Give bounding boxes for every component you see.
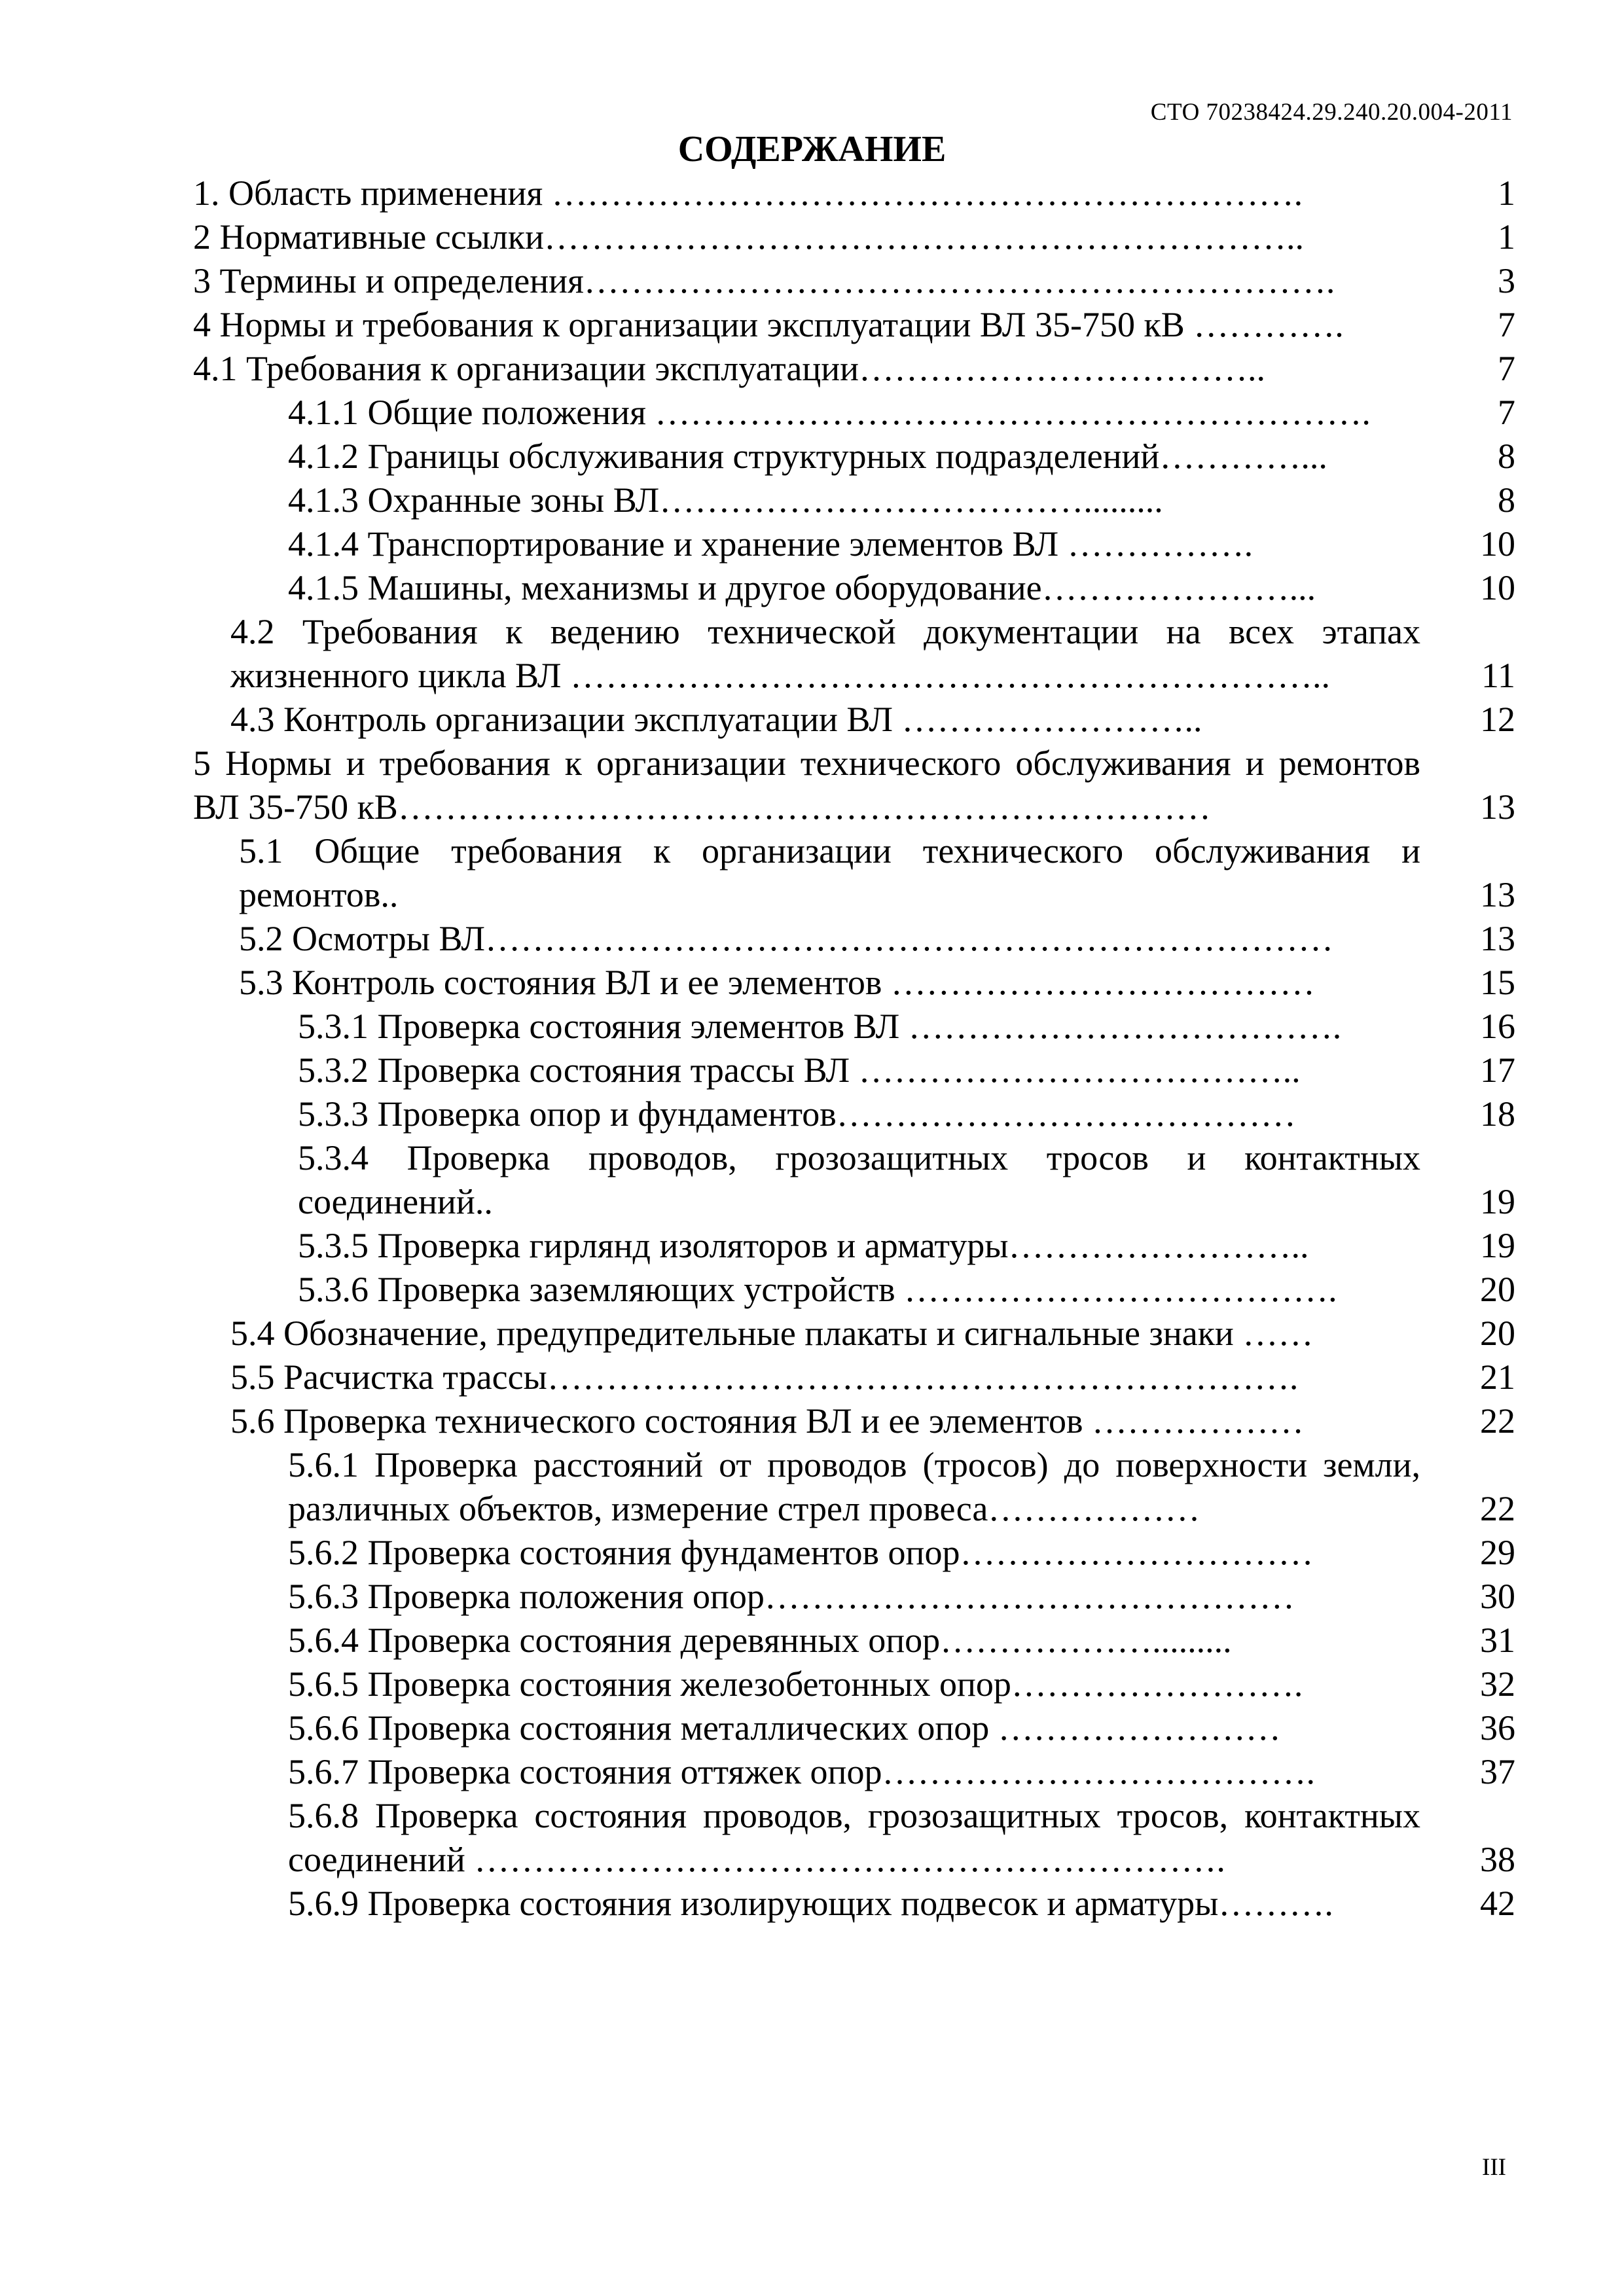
toc-entry-page: 17 bbox=[1480, 1050, 1515, 1090]
toc-entry[interactable] bbox=[0, 1706, 1624, 1750]
toc-entry[interactable] bbox=[0, 391, 1624, 435]
toc-entry-page: 13 bbox=[1480, 787, 1515, 827]
toc-entry[interactable] bbox=[0, 698, 1624, 742]
toc-entry-title: 5 Нормы и требования к организации технического обслуживания и ремонтов ВЛ 35-750 кВ…………………………………………………………… bbox=[193, 744, 1420, 827]
toc-entry-page: 8 bbox=[1498, 437, 1515, 476]
document-code: СТО 70238424.29.240.20.004-2011 bbox=[1150, 99, 1513, 126]
toc-entry[interactable] bbox=[0, 1794, 1624, 1882]
toc-entry[interactable] bbox=[0, 1049, 1624, 1092]
toc-entry[interactable] bbox=[0, 1136, 1624, 1224]
toc-entry-page: 36 bbox=[1480, 1708, 1515, 1748]
toc-entry-title: 5.6.9 Проверка состояния изолирующих подвесок и арматуры………. bbox=[288, 1884, 1333, 1923]
toc-entry[interactable] bbox=[0, 303, 1624, 347]
toc-entry[interactable] bbox=[0, 1443, 1624, 1531]
toc-entry-page: 1 bbox=[1498, 217, 1515, 257]
toc-entry[interactable] bbox=[0, 1399, 1624, 1443]
toc-entry-page: 21 bbox=[1480, 1357, 1515, 1397]
toc-entry-page: 11 bbox=[1481, 656, 1515, 695]
toc-entry-title: 2 Нормативные ссылки……………………………………………………….. bbox=[193, 217, 1304, 257]
toc-entry-title: 4.1.2 Границы обслуживания структурных подразделений…………... bbox=[288, 437, 1327, 476]
toc-entry-title: 5.6.2 Проверка состояния фундаментов опор………………………… bbox=[288, 1533, 1314, 1572]
toc-entry[interactable] bbox=[0, 1312, 1624, 1355]
toc-entry[interactable] bbox=[0, 961, 1624, 1005]
toc-entry-page: 10 bbox=[1480, 568, 1515, 607]
toc-entry-title: 1. Область применения ………………………………………………………. bbox=[193, 173, 1303, 213]
toc-entry[interactable] bbox=[0, 1750, 1624, 1794]
toc-entry[interactable] bbox=[0, 610, 1624, 698]
toc-entry[interactable] bbox=[0, 566, 1624, 610]
toc-entry-title: 5.1 Общие требования к организации технического обслуживания и ремонтов.. bbox=[239, 831, 1420, 914]
toc-entry[interactable] bbox=[0, 1268, 1624, 1312]
toc-entry-title: 4.1.4 Транспортирование и хранение элементов ВЛ ……………. bbox=[288, 524, 1254, 564]
toc-entry-title: 5.3.5 Проверка гирлянд изоляторов и арматуры…………………….. bbox=[298, 1226, 1309, 1265]
table-of-contents bbox=[0, 171, 1624, 1926]
toc-entry-title: 5.2 Осмотры ВЛ……………………………………………………………… bbox=[239, 919, 1334, 958]
toc-entry-title: 4.3 Контроль организации эксплуатации ВЛ …………………….. bbox=[230, 700, 1202, 739]
toc-entry-title: 3 Термины и определения………………………………………………………. bbox=[193, 261, 1335, 300]
toc-entry[interactable] bbox=[0, 347, 1624, 391]
toc-entry[interactable] bbox=[0, 215, 1624, 259]
toc-entry-title: 5.6.5 Проверка состояния железобетонных опор……………………. bbox=[288, 1664, 1303, 1704]
toc-entry-page: 7 bbox=[1498, 393, 1515, 432]
toc-entry[interactable] bbox=[0, 259, 1624, 303]
toc-entry-page: 10 bbox=[1480, 524, 1515, 564]
toc-entry-page: 38 bbox=[1480, 1840, 1515, 1879]
toc-entry-page: 3 bbox=[1498, 261, 1515, 300]
toc-entry-title: 4 Нормы и требования к организации эксплуатации ВЛ 35-750 кВ …………. bbox=[193, 305, 1344, 344]
toc-entry-page: 20 bbox=[1480, 1314, 1515, 1353]
toc-entry-page: 30 bbox=[1480, 1577, 1515, 1616]
toc-entry[interactable] bbox=[0, 522, 1624, 566]
toc-entry-title: 5.4 Обозначение, предупредительные плакаты и сигнальные знаки …… bbox=[230, 1314, 1314, 1353]
toc-entry[interactable] bbox=[0, 917, 1624, 961]
toc-entry-page: 13 bbox=[1480, 875, 1515, 914]
toc-entry-title: 4.1.5 Машины, механизмы и другое оборудование…………………... bbox=[288, 568, 1316, 607]
toc-entry[interactable] bbox=[0, 742, 1624, 829]
toc-entry-page: 18 bbox=[1480, 1094, 1515, 1134]
toc-entry-page: 12 bbox=[1480, 700, 1515, 739]
toc-entry-title: 5.3.3 Проверка опор и фундаментов………………………………… bbox=[298, 1094, 1296, 1134]
toc-entry-title: 5.6.7 Проверка состояния оттяжек опор………………………………. bbox=[288, 1752, 1315, 1791]
toc-entry-page: 22 bbox=[1480, 1401, 1515, 1441]
toc-entry-page: 37 bbox=[1480, 1752, 1515, 1791]
toc-entry-page: 42 bbox=[1480, 1884, 1515, 1923]
page-number: III bbox=[1482, 2154, 1506, 2181]
toc-entry-page: 29 bbox=[1480, 1533, 1515, 1572]
toc-entry-title: 5.3.1 Проверка состояния элементов ВЛ ………………………………. bbox=[298, 1007, 1342, 1046]
toc-entry-title: 5.6.3 Проверка положения опор……………………………………… bbox=[288, 1577, 1295, 1616]
toc-entry-page: 22 bbox=[1480, 1489, 1515, 1528]
toc-entry-page: 19 bbox=[1480, 1182, 1515, 1221]
toc-entry-page: 15 bbox=[1480, 963, 1515, 1002]
toc-entry-page: 32 bbox=[1480, 1664, 1515, 1704]
toc-entry-title: 5.3.4 Проверка проводов, грозозащитных тросов и контактных соединений.. bbox=[298, 1138, 1420, 1221]
toc-entry-page: 1 bbox=[1498, 173, 1515, 213]
toc-entry[interactable] bbox=[0, 1619, 1624, 1662]
toc-entry[interactable] bbox=[0, 1005, 1624, 1049]
toc-entry[interactable] bbox=[0, 171, 1624, 215]
toc-entry-title: 4.2 Требования к ведению технической документации на всех этапах жизненного цикла ВЛ ……………………………………………………….. bbox=[230, 612, 1420, 695]
toc-entry-title: 4.1.3 Охранные зоны ВЛ………………………………......... bbox=[288, 480, 1163, 520]
toc-entry-page: 20 bbox=[1480, 1270, 1515, 1309]
toc-entry[interactable] bbox=[0, 1882, 1624, 1926]
toc-entry-title: 5.6.8 Проверка состояния проводов, грозозащитных тросов, контактных соединений ………………………………………………………. bbox=[288, 1796, 1420, 1879]
toc-entry-title: 5.3.2 Проверка состояния трассы ВЛ ……………………………….. bbox=[298, 1050, 1301, 1090]
toc-entry-title: 5.6.6 Проверка состояния металлических опор …………………… bbox=[288, 1708, 1281, 1748]
toc-entry-title: 5.3.6 Проверка заземляющих устройств ………………………………. bbox=[298, 1270, 1337, 1309]
toc-entry-page: 31 bbox=[1480, 1621, 1515, 1660]
toc-entry[interactable] bbox=[0, 1662, 1624, 1706]
toc-entry-page: 19 bbox=[1480, 1226, 1515, 1265]
toc-entry-title: 5.3 Контроль состояния ВЛ и ее элементов ……………………………… bbox=[239, 963, 1315, 1002]
toc-entry-page: 13 bbox=[1480, 919, 1515, 958]
page-title: СОДЕРЖАНИЕ bbox=[677, 129, 947, 170]
toc-entry[interactable] bbox=[0, 1092, 1624, 1136]
toc-entry-title: 4.1.1 Общие положения ……………………………………………………. bbox=[288, 393, 1371, 432]
toc-entry-title: 5.6.4 Проверка состояния деревянных опор………………......... bbox=[288, 1621, 1232, 1660]
toc-entry[interactable] bbox=[0, 478, 1624, 522]
toc-entry-title: 5.6 Проверка технического состояния ВЛ и ее элементов ……………… bbox=[230, 1401, 1304, 1441]
toc-entry[interactable] bbox=[0, 435, 1624, 478]
toc-entry-title: 5.6.1 Проверка расстояний от проводов (тросов) до поверхности земли, различных объектов, измерение стрел провеса……………… bbox=[288, 1445, 1420, 1528]
toc-entry[interactable] bbox=[0, 1224, 1624, 1268]
toc-entry-title: 4.1 Требования к организации эксплуатации…………………………….. bbox=[193, 349, 1266, 388]
toc-entry[interactable] bbox=[0, 829, 1624, 917]
toc-entry-page: 16 bbox=[1480, 1007, 1515, 1046]
toc-entry-page: 7 bbox=[1498, 349, 1515, 388]
toc-entry[interactable] bbox=[0, 1355, 1624, 1399]
toc-entry[interactable] bbox=[0, 1531, 1624, 1575]
toc-entry[interactable] bbox=[0, 1575, 1624, 1619]
toc-entry-title: 5.5 Расчистка трассы………………………………………………………. bbox=[230, 1357, 1299, 1397]
toc-entry-page: 7 bbox=[1498, 305, 1515, 344]
toc-entry-page: 8 bbox=[1498, 480, 1515, 520]
